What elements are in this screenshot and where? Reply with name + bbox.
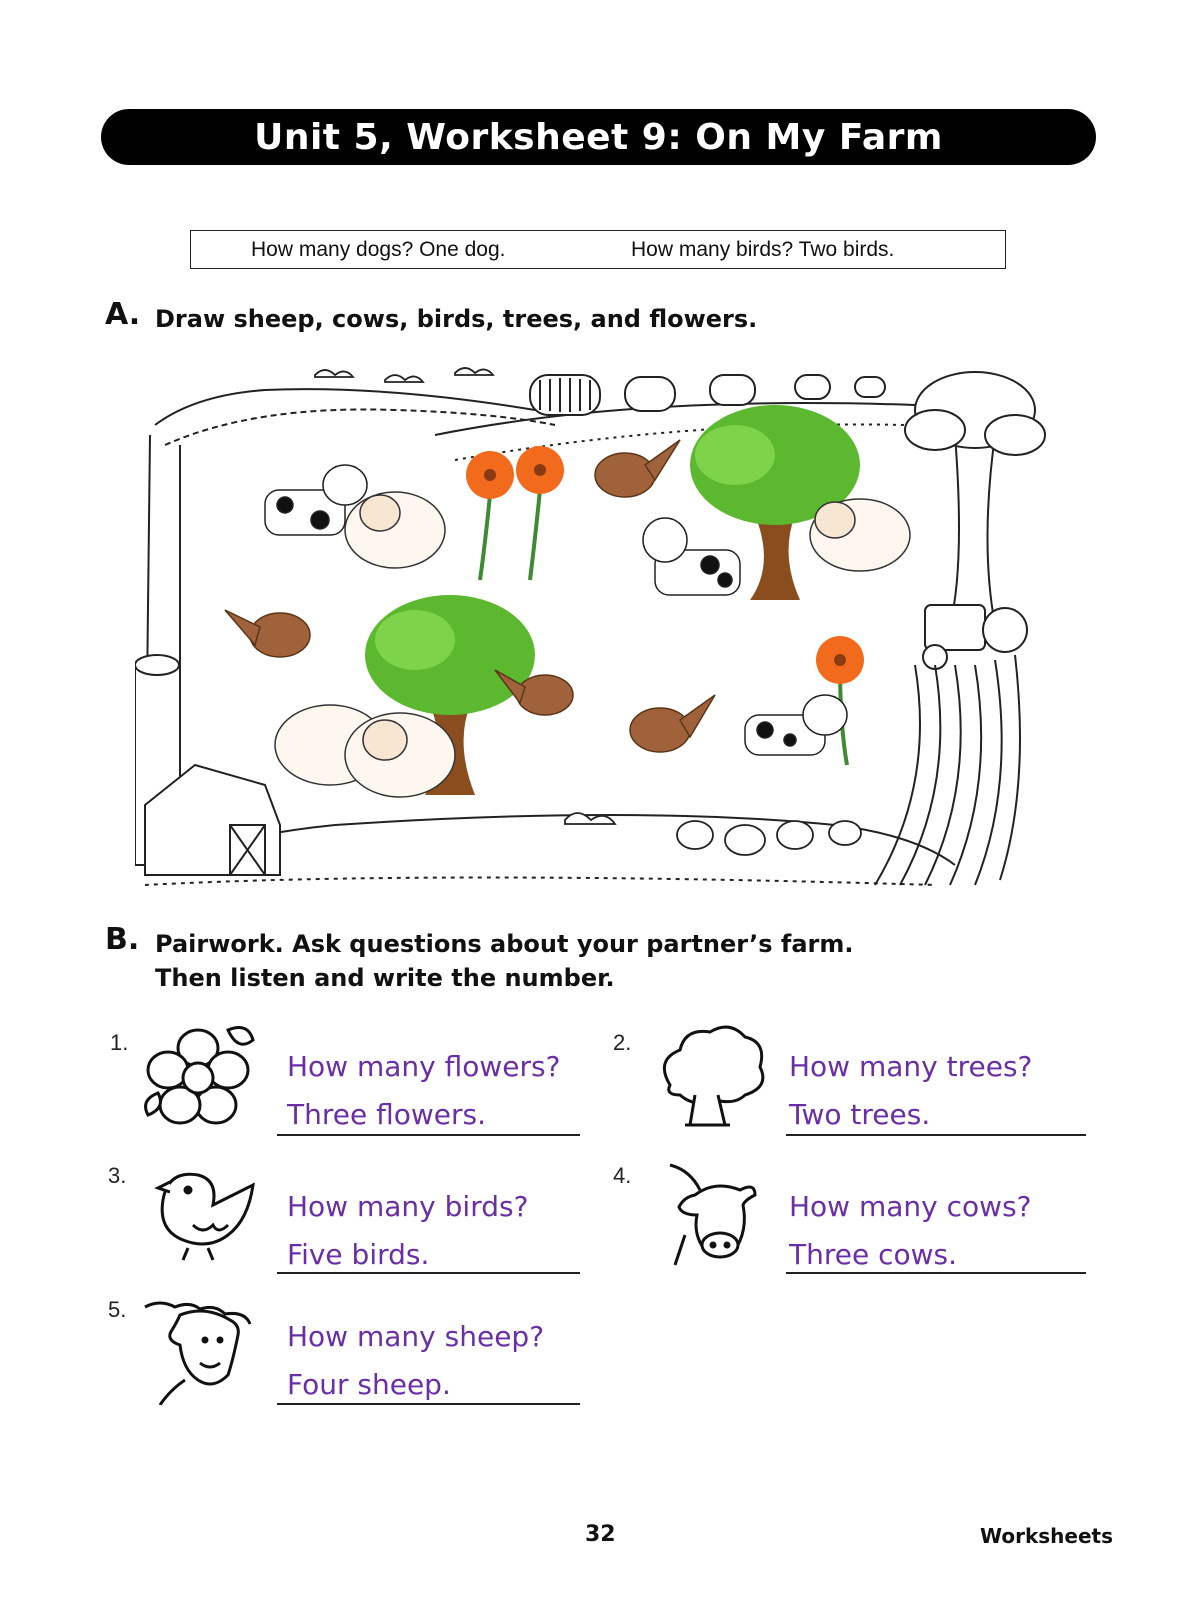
title-banner xyxy=(101,109,1096,165)
tree-icon xyxy=(650,1025,765,1135)
sheep-icon xyxy=(140,1295,265,1405)
example-right: How many birds? Two birds. xyxy=(631,237,895,261)
question-3-question: How many birds? xyxy=(287,1190,529,1223)
question-1-answer: Three flowers. xyxy=(287,1098,486,1131)
cow-icon xyxy=(665,1160,760,1270)
question-1-number: 1. xyxy=(110,1030,129,1055)
question-5-answer: Four sheep. xyxy=(287,1368,451,1401)
question-4-answer: Three cows. xyxy=(789,1238,958,1271)
flower-icon xyxy=(138,1020,258,1130)
question-4-answer-line xyxy=(786,1272,1086,1274)
example-box xyxy=(190,230,1006,269)
section-a-instruction: Draw sheep, cows, birds, trees, and flowers. xyxy=(155,305,758,333)
question-2-question: How many trees? xyxy=(789,1050,1033,1083)
question-3-answer-line xyxy=(277,1272,580,1274)
question-5-answer-line xyxy=(277,1403,580,1405)
section-b-letter: B. xyxy=(105,922,140,957)
question-2-answer: Two trees. xyxy=(789,1098,931,1131)
question-3-answer: Five birds. xyxy=(287,1238,430,1271)
question-2-number: 2. xyxy=(613,1030,632,1055)
page-title: Unit 5, Worksheet 9: On My Farm xyxy=(254,116,943,158)
question-5-question: How many sheep? xyxy=(287,1320,545,1353)
bird-icon xyxy=(148,1160,258,1270)
question-4-number: 4. xyxy=(613,1163,632,1188)
example-left: How many dogs? One dog. xyxy=(251,237,506,261)
question-5-number: 5. xyxy=(108,1297,127,1322)
question-4-question: How many cows? xyxy=(789,1190,1032,1223)
question-1-answer-line xyxy=(277,1134,580,1136)
page-number: 32 xyxy=(585,1522,616,1547)
question-2-answer-line xyxy=(786,1134,1086,1136)
question-3-number: 3. xyxy=(108,1163,127,1188)
question-1-question: How many flowers? xyxy=(287,1050,561,1083)
footer-label: Worksheets xyxy=(980,1524,1113,1548)
section-b-line1: Pairwork. Ask questions about your partner’s farm. xyxy=(155,930,854,958)
section-b-line2: Then listen and write the number. xyxy=(155,964,615,992)
section-a-letter: A. xyxy=(105,297,141,332)
farm-drawing xyxy=(135,365,1065,915)
